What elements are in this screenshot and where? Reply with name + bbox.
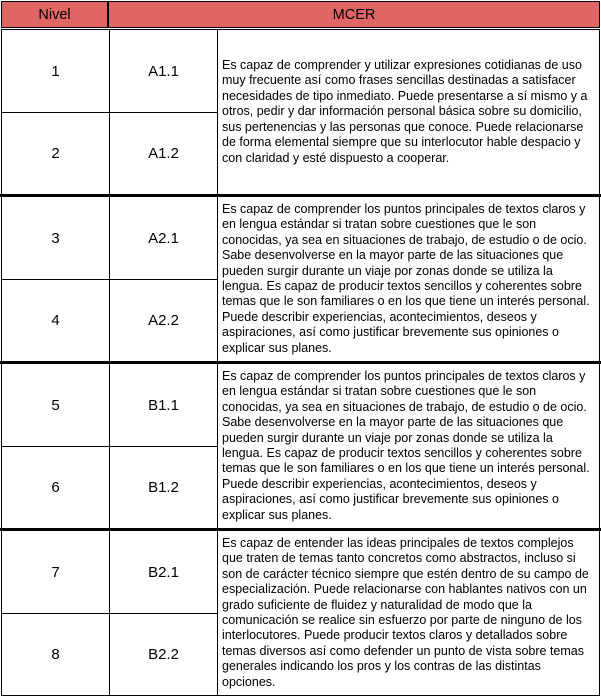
code-cell: A2.2 — [109, 279, 218, 362]
code-cell: B2.1 — [109, 530, 218, 614]
description-text: Es capaz de entender las ideas principales de textos complejos que traten de temas tanto concretos como abstractos, incluso si son de carácter técnico siempre que estén dentro de su campo de especialización. Puede relacionarse con hablantes nativos con un grado suficiente de fluidez y naturalidad de modo que la comunicación se realice sin esfuerzo por parte de ninguno de los interlocutores. Puede producir textos claros y detallados sobre temas diversos así como defender un punto de vista sobre temas generales indicando los pros y los contras de las distintas opciones. — [222, 535, 589, 689]
code-cell: A1.1 — [109, 29, 218, 113]
nivel-cell: 4 — [1, 279, 110, 362]
nivel-cell: 7 — [1, 530, 110, 614]
nivel-cell: 2 — [1, 112, 110, 195]
header-mcer: MCER — [108, 1, 600, 28]
nivel-cell: 8 — [1, 613, 110, 696]
code-cell: B2.2 — [109, 613, 218, 696]
description-text: Es capaz de comprender los puntos principales de textos claros y en lengua estándar si tratan sobre cuestiones que le son conocidas, ya sea en situaciones de trabajo, de estudio o de ocio. Sabe desenvolverse en la mayor parte de las situaciones que pueden surgir durante un viaje por zonas donde se utiliza la lengua. Es capaz de producir textos sencillos y coherentes sobre temas que le son familiares o en los que tiene un interés personal. Puede describir experiencias, acontecimientos, deseos y aspiraciones, así como justificar brevemente sus opiniones o explicar sus planes. — [222, 201, 590, 355]
code-cell: B1.2 — [109, 446, 218, 529]
description-text: Es capaz de comprender los puntos principales de textos claros y en lengua estándar si tratan sobre cuestiones que le son conocidas, ya sea en situaciones de trabajo, de estudio o de ocio. Sabe desenvolverse en la mayor parte de las situaciones que pueden surgir durante un viaje por zonas donde se utiliza la lengua. Es capaz de producir textos sencillos y coherentes sobre temas que le son familiares o en los que tiene un interés personal. Puede describir experiencias, acontecimientos, deseos y aspiraciones, así como justificar brevemente sus opiniones o explicar sus planes. — [222, 368, 590, 522]
code-cell: B1.1 — [109, 363, 218, 447]
nivel-cell: 3 — [1, 196, 110, 280]
code-cell: A2.1 — [109, 196, 218, 280]
level-description — [217, 530, 600, 696]
code-cell: A1.2 — [109, 112, 218, 195]
header-nivel: Nivel — [1, 1, 108, 28]
nivel-cell: 5 — [1, 363, 110, 447]
nivel-cell: 6 — [1, 446, 110, 529]
level-description — [217, 196, 600, 362]
level-description — [217, 363, 600, 529]
level-description — [217, 29, 600, 195]
nivel-cell: 1 — [1, 29, 110, 113]
description-text: Es capaz de comprender y utilizar expresiones cotidianas de uso muy frecuente así como frases sencillas destinadas a satisfacer necesidades de tipo inmediato. Puede presentarse a sí mismo y a otros, pedir y dar información personal básica sobre su domicilio, sus pertenencias y las personas que conoce. Puede relacionarse de forma elemental siempre que su interlocutor hable despacio y con claridad y esté dispuesto a cooperar. — [222, 58, 588, 165]
